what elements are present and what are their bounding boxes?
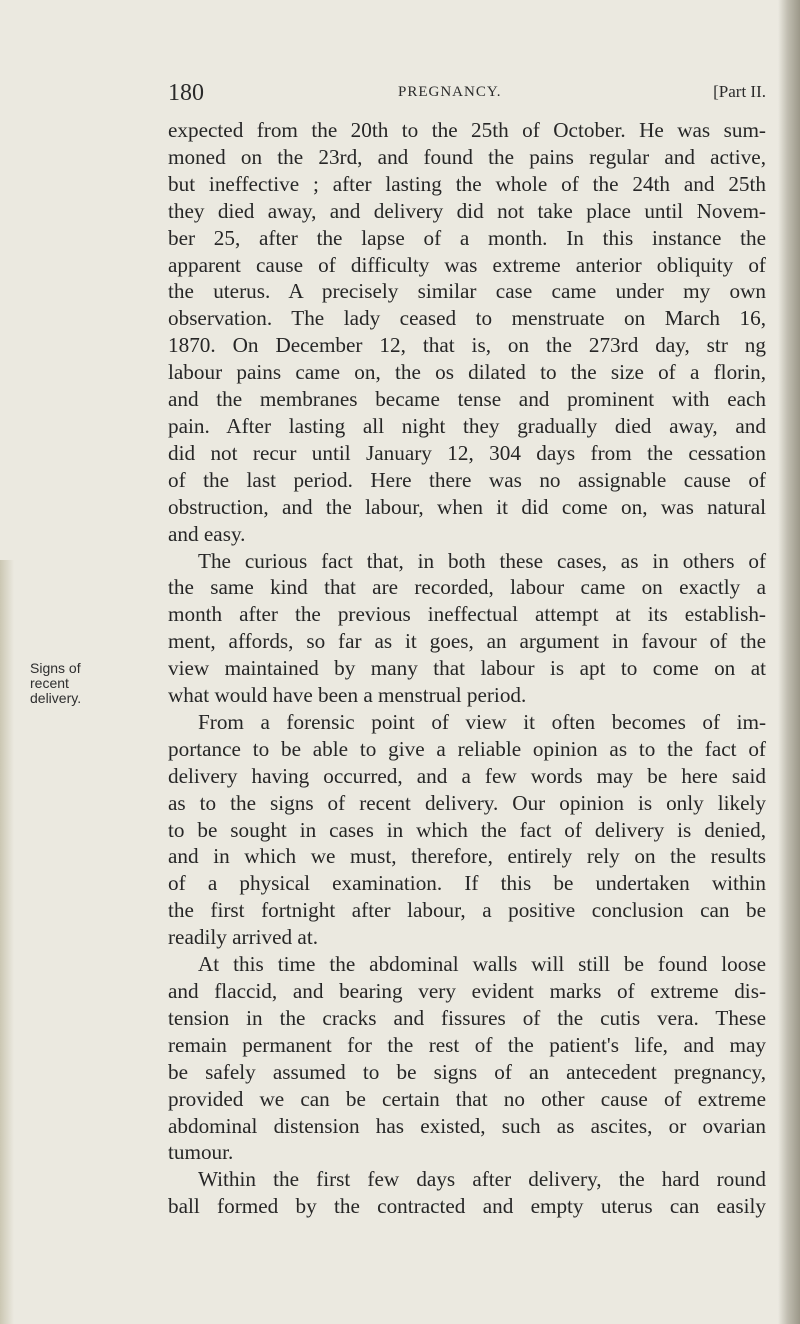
text-line: as to the signs of recent delivery. Our opinion is only likely: [168, 790, 766, 815]
text-line: readily arrived at.: [168, 925, 318, 950]
running-head: PREGNANCY.: [398, 84, 502, 100]
text-line: the uterus. A precisely similar case came under my own: [168, 279, 766, 304]
margin-note-line: Signs of: [30, 660, 81, 676]
text-line: Within the first few days after delivery, the hard round: [198, 1167, 766, 1192]
text-line: of the last period. Here there was no assignable cause of: [168, 467, 766, 492]
binding-shadow: [778, 0, 800, 1324]
text-line: to be sought in cases in which the fact of delivery is denied,: [168, 817, 766, 842]
page-number: 180: [168, 80, 204, 106]
text-line: ball formed by the contracted and empty uterus can easily: [168, 1194, 766, 1219]
text-line: and the membranes became tense and prominent with each: [168, 387, 766, 412]
text-line: obstruction, and the labour, when it did come on, was natural: [168, 494, 766, 519]
page-edge-shading: [0, 560, 14, 1324]
text-line: moned on the 23rd, and found the pains regular and active,: [168, 144, 766, 169]
text-line: labour pains came on, the os dilated to the size of a florin,: [168, 360, 766, 385]
text-line: At this time the abdominal walls will still be found loose: [198, 952, 766, 977]
text-line: and easy.: [168, 521, 246, 546]
text-line: but ineffective ; after lasting the whole of the 24th and 25th: [168, 171, 766, 196]
text-line: the first fortnight after labour, a positive conclusion can be: [168, 898, 766, 923]
text-line: tension in the cracks and fissures of the cutis vera. These: [168, 1005, 766, 1030]
text-line: observation. The lady ceased to menstruate on March 16,: [168, 306, 766, 331]
text-line: ment, affords, so far as it goes, an argument in favour of the: [168, 629, 766, 654]
text-line: the same kind that are recorded, labour came on exactly a: [168, 575, 766, 600]
margin-note-line: delivery.: [30, 690, 82, 706]
text-line: expected from the 20th to the 25th of October. He was sum-: [168, 118, 766, 142]
page-header: [168, 80, 766, 114]
text-line: month after the previous ineffectual attempt at its establish-: [168, 602, 766, 627]
text-line: apparent cause of difficulty was extreme anterior obliquity of: [168, 252, 766, 277]
text-line: view maintained by many that labour is apt to come on at: [168, 656, 766, 681]
margin-note-line: recent: [30, 675, 69, 691]
body-text: [168, 117, 766, 1220]
text-line: delivery having occurred, and a few words may be here said: [168, 763, 766, 788]
text-line: pain. After lasting all night they gradually died away, and: [168, 413, 766, 438]
text-line: what would have been a menstrual period.: [168, 683, 527, 708]
text-line: The curious fact that, in both these cases, as in others of: [198, 548, 766, 573]
text-line: and flaccid, and bearing very evident marks of extreme dis-: [168, 979, 766, 1003]
text-line: abdominal distension has existed, such as ascites, or ovarian: [168, 1113, 766, 1138]
text-line: portance to be able to give a reliable opinion as to the fact of: [168, 736, 766, 761]
text-line: they died away, and delivery did not take place until Novem-: [168, 198, 766, 223]
part-label: [Part II.: [713, 82, 766, 101]
text-line: provided we can be certain that no other cause of extreme: [168, 1086, 766, 1111]
text-line: remain permanent for the rest of the patient's life, and may: [168, 1032, 766, 1057]
text-line: and in which we must, therefore, entirely rely on the results: [168, 844, 766, 869]
text-line: 1870. On December 12, that is, on the 273rd day, str ng: [168, 333, 766, 358]
text-line: tumour.: [168, 1140, 234, 1165]
text-line: of a physical examination. If this be undertaken within: [168, 871, 766, 896]
text-line: From a forensic point of view it often becomes of im-: [198, 709, 766, 734]
text-line: did not recur until January 12, 304 days from the cessation: [168, 440, 766, 465]
margin-note: [30, 661, 110, 706]
text-line: be safely assumed to be signs of an antecedent pregnancy,: [168, 1059, 766, 1084]
text-line: ber 25, after the lapse of a month. In this instance the: [168, 225, 766, 250]
